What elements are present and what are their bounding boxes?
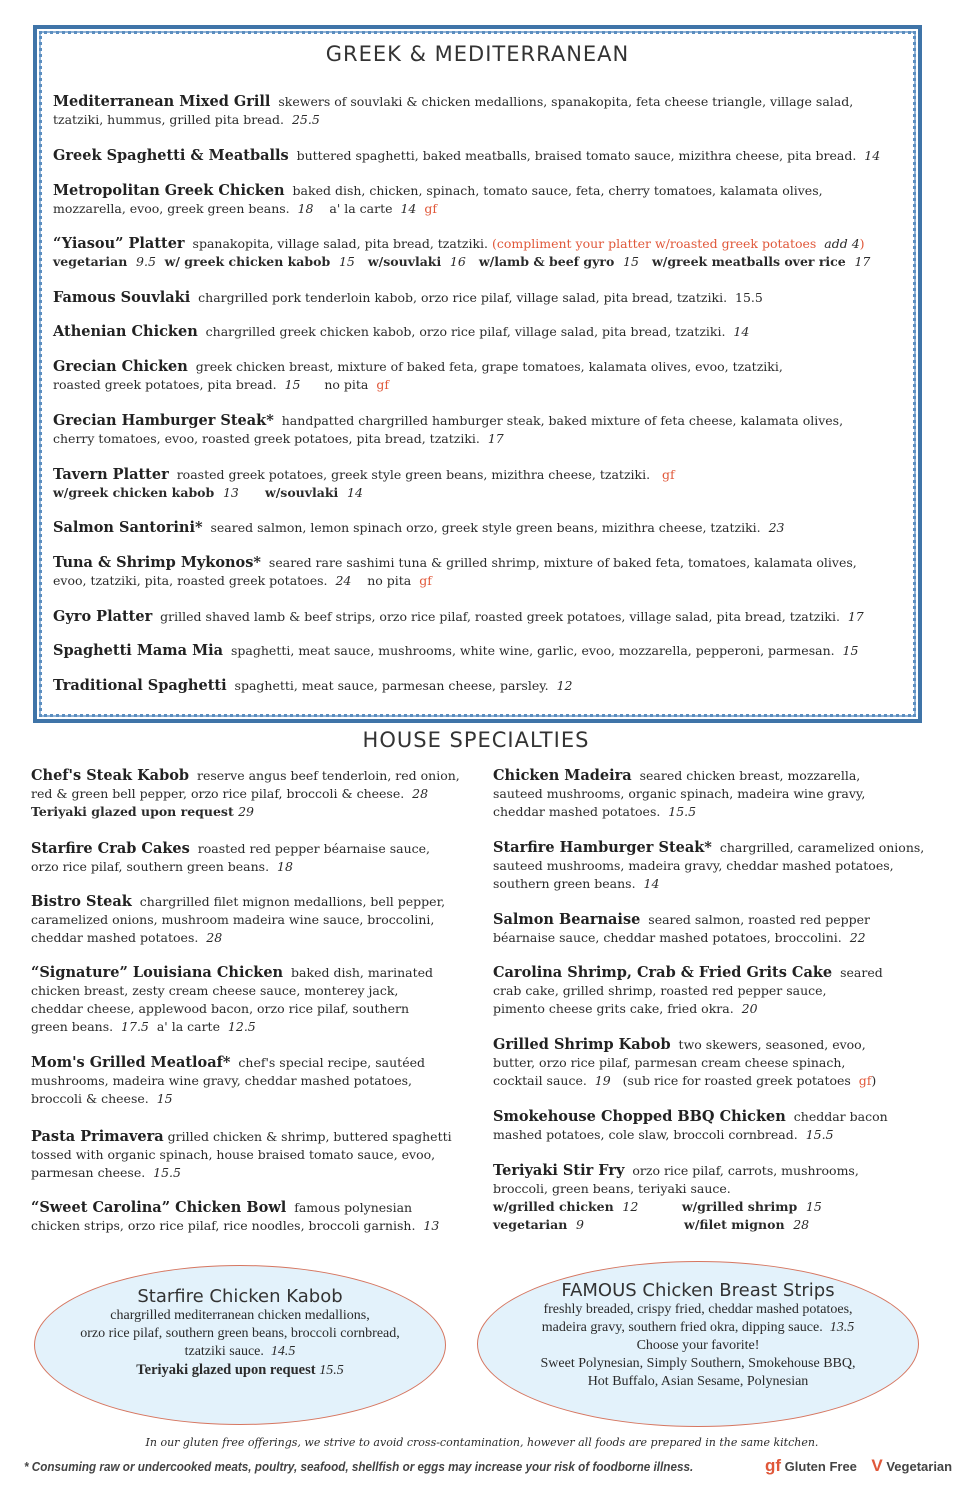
item-text: chicken strips, orzo rice pilaf, rice noodles, broccoli garnish. — [31, 1218, 424, 1233]
menu-item — [31, 1054, 425, 1108]
item-line — [478, 1301, 918, 1319]
item-line — [478, 1373, 918, 1391]
item-name: Grecian Hamburger Steak* — [53, 412, 274, 429]
item-line — [493, 1108, 888, 1126]
item-line — [493, 982, 883, 1000]
item-price: 13.5 — [829, 1320, 855, 1335]
item-text: Hot Buffalo, Asian Sesame, Polynesian — [587, 1374, 809, 1389]
item-text: w/souvlaki — [238, 485, 347, 500]
item-line — [31, 982, 433, 1000]
item-name: Athenian Chicken — [53, 323, 198, 340]
item-text: Choose your favorite! — [636, 1338, 760, 1353]
item-price: 14 — [733, 324, 750, 339]
item-price: 12.5 — [227, 1019, 256, 1034]
item-price: 15 — [156, 1091, 173, 1106]
item-line — [53, 93, 853, 111]
item-text: caramelized onions, mushroom madeira wine sauce, broccolini, — [31, 912, 435, 927]
item-text: madeira gravy, southern fried okra, dipping sauce. — [541, 1320, 830, 1335]
item-line — [493, 929, 870, 947]
menu-item — [53, 182, 823, 218]
item-text: chargrilled, caramelized onions, — [711, 840, 925, 855]
item-price: 17 — [847, 609, 864, 624]
item-name: Carolina Shrimp, Crab & Fried Grits Cake — [493, 964, 833, 981]
item-text: seared salmon, lemon spinach orzo, greek style green beans, mizithra cheese, tzatziki. — [202, 520, 769, 535]
item-line — [53, 182, 823, 200]
item-price: 28 — [412, 786, 429, 801]
item-text: vegetarian — [53, 254, 137, 269]
item-text: ) — [871, 1073, 877, 1088]
item-line — [31, 911, 445, 929]
item-text: buttered spaghetti, baked meatballs, braised tomato sauce, mizithra cheese, pita bread. — [288, 148, 865, 163]
item-price: 15 — [623, 254, 639, 269]
item-price: 15 — [842, 643, 859, 658]
item-line — [31, 1090, 425, 1108]
item-price: 25.5 — [291, 112, 320, 127]
menu-item — [31, 893, 445, 947]
item-text: chicken breast, zesty cream cheese sauce, monterey jack, — [31, 983, 399, 998]
item-name: Tuna & Shrimp Mykonos* — [53, 554, 261, 571]
item-name: Bistro Steak — [31, 893, 132, 910]
gluten-free-note: gf — [416, 201, 437, 216]
item-text: chef's special recipe, sautéed — [230, 1055, 425, 1070]
item-text: pimento cheese grits cake, fried okra. — [493, 1001, 742, 1016]
item-name: Chicken Madeira — [493, 767, 632, 784]
item-text: seared salmon, roasted red pepper — [640, 912, 871, 927]
item-line — [53, 323, 749, 341]
oval-title: Starfire Chicken Kabob — [137, 1286, 343, 1307]
item-name: Chef's Steak Kabob — [31, 767, 190, 784]
item-line — [31, 1128, 452, 1146]
menu-item — [53, 554, 857, 590]
item-text: Sweet Polynesian, Simply Southern, Smokehouse BBQ, — [540, 1356, 856, 1371]
item-text: orzo rice pilaf, southern green beans, broccoli cornbread, — [80, 1326, 400, 1341]
item-text: grilled chicken & shrimp, buttered spaghetti — [163, 1129, 452, 1144]
item-line — [493, 857, 924, 875]
item-text: w/filet mignon — [583, 1217, 794, 1232]
item-line — [493, 785, 865, 803]
item-text: freshly breaded, crispy fried, cheddar mashed potatoes, — [543, 1302, 853, 1317]
item-price: 15 — [338, 254, 355, 269]
item-price: 15 — [805, 1199, 822, 1214]
item-text: chargrilled pork tenderloin kabob, orzo rice pilaf, village salad, pita bread, tzatziki. 15.5 — [190, 290, 763, 305]
gluten-free-note: (compliment your platter w/roasted greek potatoes — [491, 236, 825, 251]
item-text: tossed with organic spinach, house braised tomato sauce, evoo, — [31, 1147, 436, 1162]
item-price: 14.5 — [270, 1344, 296, 1359]
item-name: Mediterranean Mixed Grill — [53, 93, 271, 110]
item-line — [31, 964, 433, 982]
item-line — [31, 893, 445, 911]
item-text: chargrilled filet mignon medallions, bell pepper, — [131, 894, 446, 909]
item-line — [53, 358, 783, 376]
item-text: spanakopita, village salad, pita bread, tzatziki. — [184, 236, 492, 251]
item-price: 17 — [854, 254, 871, 269]
item-line — [493, 803, 865, 821]
item-text: spaghetti, meat sauce, mushrooms, white wine, garlic, evoo, mozzarella, pepperoni, parmesan. — [223, 643, 843, 658]
vegetarian-label: Vegetarian — [886, 1459, 953, 1474]
item-name: Tavern Platter — [53, 466, 169, 483]
menu-item — [31, 964, 433, 1036]
greek-section-title: GREEK & MEDITERRANEAN — [325, 42, 630, 66]
item-line — [493, 875, 924, 893]
item-price: 15.5 — [805, 1127, 834, 1142]
item-text: greek chicken breast, mixture of baked feta, grape tomatoes, kalamata olives, evoo, tzatziki, — [187, 359, 783, 374]
item-name: “Yiasou” Platter — [53, 235, 185, 252]
item-text: cheddar mashed potatoes. — [31, 930, 207, 945]
item-line — [31, 1146, 452, 1164]
item-line — [31, 803, 460, 821]
item-text: sauteed mushrooms, organic spinach, madeira wine gravy, — [493, 786, 866, 801]
item-text: béarnaise sauce, cheddar mashed potatoes, broccolini. — [493, 930, 850, 945]
item-text: cheddar cheese, applewood bacon, orzo rice pilaf, southern — [31, 1001, 410, 1016]
item-text: parmesan cheese. — [31, 1165, 154, 1180]
item-text: seared — [832, 965, 883, 980]
item-line — [35, 1325, 445, 1343]
item-line — [31, 1000, 433, 1018]
item-line — [31, 1072, 425, 1090]
item-text: (sub rice for roasted greek potatoes — [610, 1073, 859, 1088]
item-price: 14 — [400, 201, 417, 216]
item-text: mushrooms, madeira wine gravy, cheddar mashed potatoes, — [31, 1073, 413, 1088]
gluten-free-note: gf — [858, 1073, 872, 1088]
item-price: 12 — [556, 678, 573, 693]
menu-item — [53, 412, 843, 448]
item-price: 14 — [864, 148, 881, 163]
item-text: roasted red pepper béarnaise sauce, — [189, 841, 431, 856]
item-line — [478, 1355, 918, 1373]
item-price: 15.5 — [153, 1165, 181, 1180]
menu-item — [493, 1108, 888, 1144]
item-text: orzo rice pilaf, carrots, mushrooms, — [624, 1163, 859, 1178]
menu-item — [53, 323, 749, 341]
item-text: roasted greek potatoes, greek style green beans, mizithra cheese, tzatziki. — [168, 467, 662, 482]
item-text: w/lamb & beef gyro — [465, 254, 624, 269]
item-line — [35, 1343, 445, 1361]
item-price: 23 — [768, 520, 785, 535]
menu-item — [53, 677, 572, 695]
item-line — [35, 1307, 445, 1325]
item-name: Starfire Crab Cakes — [31, 840, 190, 857]
item-text: reserve angus beef tenderloin, red onion, — [189, 768, 460, 783]
item-line — [53, 200, 823, 218]
item-name: Gyro Platter — [53, 608, 153, 625]
item-price: 9.5 — [136, 254, 156, 269]
item-price: 14 — [643, 876, 660, 891]
item-line — [53, 519, 784, 537]
item-name: Greek Spaghetti & Meatballs — [53, 147, 289, 164]
menu-item — [53, 358, 783, 394]
item-text: evoo, tzatziki, pita, roasted greek potatoes. — [53, 573, 336, 588]
gluten-free-note: gf — [376, 377, 389, 392]
item-line — [53, 412, 843, 430]
item-line — [35, 1361, 445, 1380]
item-line — [493, 1198, 859, 1216]
item-price: 20 — [741, 1001, 758, 1016]
item-line — [53, 376, 783, 394]
menu-item — [31, 840, 430, 876]
menu-item — [53, 235, 870, 271]
gluten-free-label: Gluten Free — [784, 1459, 857, 1474]
item-line — [53, 642, 858, 660]
item-text: seared chicken breast, mozzarella, — [631, 768, 861, 783]
item-line — [31, 858, 430, 876]
item-text: mashed potatoes, cole slaw, broccoli cornbread. — [493, 1127, 806, 1142]
item-price: 15.5 — [319, 1363, 344, 1378]
item-line — [493, 911, 870, 929]
item-line — [493, 1216, 859, 1234]
oval-starfire-chicken-kabob — [34, 1265, 446, 1425]
item-text: w/grilled chicken — [493, 1199, 623, 1214]
item-name: Grilled Shrimp Kabob — [493, 1036, 671, 1053]
item-name: Salmon Bearnaise — [493, 911, 641, 928]
item-text: chargrilled greek chicken kabob, orzo rice pilaf, village salad, pita bread, tzatziki. — [197, 324, 734, 339]
item-name: Metropolitan Greek Chicken — [53, 182, 285, 199]
gluten-free-note: In our gluten free offerings, we strive to avoid cross-contamination, however all foods are prepared in the same kitchen. — [145, 1436, 819, 1449]
item-price: add 4 — [824, 236, 860, 251]
item-name: “Signature” Louisiana Chicken — [31, 964, 284, 981]
item-line — [493, 1000, 883, 1018]
item-text: no pita — [300, 377, 377, 392]
item-line — [31, 1018, 433, 1036]
item-line — [53, 466, 675, 484]
item-line — [493, 1180, 859, 1198]
item-line — [53, 289, 763, 307]
menu-item — [493, 767, 865, 821]
item-text: tzatziki sauce. — [184, 1344, 271, 1359]
item-price: 24 — [335, 573, 352, 588]
item-line — [53, 572, 857, 590]
item-line — [53, 111, 853, 129]
item-text: mozzarella, evoo, greek green beans. — [53, 201, 298, 216]
item-line — [31, 767, 460, 785]
item-text: w/grilled shrimp — [638, 1199, 806, 1214]
item-line — [53, 608, 864, 626]
item-text: handpatted chargrilled hamburger steak, baked mixture of feta cheese, kalamata olives, — [273, 413, 844, 428]
item-line — [53, 430, 843, 448]
menu-item — [53, 466, 675, 502]
item-line — [31, 929, 445, 947]
menu-item — [53, 519, 784, 537]
item-line — [53, 554, 857, 572]
item-name: Pasta Primavera — [31, 1128, 164, 1145]
item-text: grilled shaved lamb & beef strips, orzo rice pilaf, roasted greek potatoes, village salad, pita bread, tzatziki. — [152, 609, 848, 624]
gluten-free-note: gf — [419, 573, 432, 588]
house-section-title: HOUSE SPECIALTIES — [362, 728, 590, 752]
item-line — [493, 839, 924, 857]
item-text: green beans. — [31, 1019, 122, 1034]
item-line — [493, 1054, 876, 1072]
item-line — [53, 677, 572, 695]
item-price: 19 — [594, 1073, 611, 1088]
item-price: 9 — [576, 1217, 584, 1232]
menu-item — [53, 642, 858, 660]
item-text: seared rare sashimi tuna & grilled shrimp, mixture of baked feta, tomatoes, kalamata olives, — [260, 555, 857, 570]
item-line — [493, 1126, 888, 1144]
item-text: a' la carte — [148, 1019, 228, 1034]
item-text: cocktail sauce. — [493, 1073, 595, 1088]
item-text: skewers of souvlaki & chicken medallions, spanakopita, feta cheese triangle, village salad, — [270, 94, 854, 109]
item-name: Spaghetti Mama Mia — [53, 642, 224, 659]
item-text: southern green beans. — [493, 876, 644, 891]
item-price: 28 — [206, 930, 223, 945]
item-line — [493, 964, 883, 982]
item-text: spaghetti, meat sauce, parmesan cheese, parsley. — [226, 678, 557, 693]
item-name: Smokehouse Chopped BBQ Chicken — [493, 1108, 786, 1125]
item-text: crab cake, grilled shrimp, roasted red pepper sauce, — [493, 983, 827, 998]
item-text: baked dish, marinated — [283, 965, 434, 980]
item-text: sauteed mushrooms, madeira gravy, cheddar mashed potatoes, — [493, 858, 894, 873]
item-text: famous polynesian — [286, 1200, 413, 1215]
item-price: 18 — [297, 201, 314, 216]
item-line — [31, 1054, 425, 1072]
item-line — [53, 235, 870, 253]
item-price: 14 — [347, 485, 363, 500]
item-text: broccoli, green beans, teriyaki sauce. — [493, 1181, 731, 1196]
item-price: 15 — [284, 377, 301, 392]
item-text: vegetarian — [493, 1217, 577, 1232]
menu-item — [493, 1162, 859, 1234]
item-line — [31, 1199, 439, 1217]
item-name: Traditional Spaghetti — [53, 677, 227, 694]
legend — [765, 1456, 952, 1476]
item-line — [53, 147, 880, 165]
item-text: red & green bell pepper, orzo rice pilaf, broccoli & cheese. — [31, 786, 413, 801]
item-text: w/greek chicken kabob — [53, 485, 223, 500]
item-name: Starfire Hamburger Steak* — [493, 839, 712, 856]
item-text: Teriyaki glazed upon request — [31, 804, 239, 819]
gluten-free-note: gf — [662, 467, 675, 482]
item-text: w/greek meatballs over rice — [638, 254, 855, 269]
menu-item — [53, 93, 853, 129]
item-text: cheddar bacon — [785, 1109, 888, 1124]
item-price: 13 — [222, 485, 239, 500]
item-text: w/ greek chicken kabob — [155, 254, 339, 269]
gluten-free-icon: gf — [765, 1456, 782, 1475]
item-name: Teriyaki Stir Fry — [493, 1162, 625, 1179]
menu-item — [31, 1128, 452, 1182]
item-line — [53, 484, 675, 502]
item-price: 28 — [793, 1217, 810, 1232]
item-line — [493, 1162, 859, 1180]
item-text: no pita — [351, 573, 420, 588]
item-line — [31, 785, 460, 803]
menu-item — [53, 147, 880, 165]
item-price: 17 — [487, 431, 504, 446]
item-text: roasted greek potatoes, pita bread. — [53, 377, 285, 392]
item-line — [493, 1072, 876, 1090]
menu-item — [493, 964, 883, 1018]
menu-item — [493, 839, 924, 893]
item-text: butter, orzo rice pilaf, parmesan cream cheese spinach, — [493, 1055, 846, 1070]
menu-item — [31, 1199, 439, 1235]
menu-item — [53, 608, 864, 626]
item-name: Mom's Grilled Meatloaf* — [31, 1054, 231, 1071]
item-text: cheddar mashed potatoes. — [493, 804, 669, 819]
vegetarian-icon: V — [871, 1456, 883, 1475]
menu-item — [493, 911, 870, 947]
item-text: two skewers, seasoned, evoo, — [670, 1037, 866, 1052]
oval-title: FAMOUS Chicken Breast Strips — [561, 1280, 835, 1301]
item-name: Salmon Santorini* — [53, 519, 203, 536]
item-price: 13 — [423, 1218, 440, 1233]
item-price: 17.5 — [121, 1019, 149, 1034]
item-line — [31, 1217, 439, 1235]
item-text: w/souvlaki — [354, 254, 450, 269]
item-line — [493, 767, 865, 785]
item-price: 15.5 — [668, 804, 697, 819]
item-text: broccoli & cheese. — [31, 1091, 157, 1106]
item-name: Famous Souvlaki — [53, 289, 191, 306]
menu-item — [53, 289, 763, 307]
item-text: baked dish, chicken, spinach, tomato sauce, feta, cherry tomatoes, kalamata olives, — [284, 183, 823, 198]
gluten-free-note: ) — [859, 236, 865, 251]
menu-item — [493, 1036, 876, 1090]
item-line — [31, 1164, 452, 1182]
item-line — [493, 1036, 876, 1054]
item-name: “Sweet Carolina” Chicken Bowl — [31, 1199, 287, 1216]
item-price: 18 — [277, 859, 293, 874]
item-price: 29 — [238, 804, 255, 819]
item-price: 22 — [849, 930, 866, 945]
item-text: cherry tomatoes, evoo, roasted greek potatoes, pita bread, tzatziki. — [53, 431, 488, 446]
oval-chicken-breast-strips — [477, 1261, 919, 1427]
item-line — [478, 1337, 918, 1355]
menu-item — [31, 767, 460, 821]
item-line — [53, 253, 870, 271]
item-text: orzo rice pilaf, southern green beans. — [31, 859, 278, 874]
foodborne-warning: * Consuming raw or undercooked meats, poultry, seafood, shellfish or eggs may increase your risk of foodborne illness. — [24, 1459, 694, 1474]
item-line — [478, 1319, 918, 1337]
item-text: a' la carte — [313, 201, 401, 216]
item-price: 16 — [449, 254, 466, 269]
item-text: tzatziki, hummus, grilled pita bread. — [53, 112, 292, 127]
item-name: Grecian Chicken — [53, 358, 188, 375]
item-text: chargrilled mediterranean chicken medallions, — [110, 1308, 370, 1323]
item-price: 12 — [622, 1199, 639, 1214]
item-line — [31, 840, 430, 858]
item-text: Teriyaki glazed upon request — [136, 1362, 320, 1378]
